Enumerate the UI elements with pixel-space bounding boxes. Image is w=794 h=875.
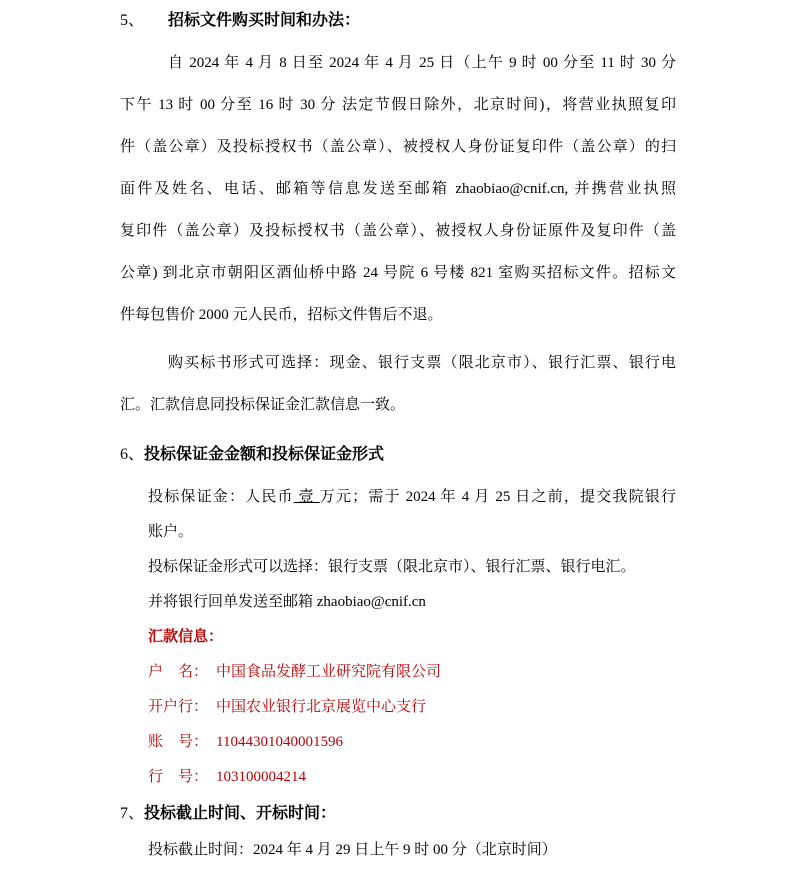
deadline-section-body — [120, 835, 676, 865]
account-no-value: 11044301040001596 — [216, 734, 343, 750]
para-line: 面件及姓名、电话、邮箱等信息发送至邮箱 zhaobiao@cnif.cn, 并携营业执照 — [120, 181, 676, 197]
deposit-amount-line-2: 账户。 — [148, 524, 194, 540]
section-5-heading-row — [120, 8, 676, 34]
account-no-label: 账 号： — [148, 734, 209, 750]
bank-value: 中国农业银行北京展览中心支行 — [216, 699, 427, 715]
bid-bond-section-body — [120, 480, 676, 795]
section-6-heading-row — [120, 442, 676, 468]
deposit-suffix: 万元；需于 2024 年 4 月 25 日之前，提交我院银行 — [319, 489, 676, 505]
deposit-email-line: 并将银行回单发送至邮箱 zhaobiao@cnif.cn — [148, 594, 426, 610]
remittance-info-title: 汇款信息： — [148, 629, 224, 645]
section-7-heading-row — [120, 801, 676, 827]
para-line: 件每包售价 2000 元人民币，招标文件售后不退。 — [120, 307, 443, 323]
remittance-bank-row — [148, 690, 676, 725]
bid-deadline-line: 投标截止时间：2024 年 4 月 29 日上午 9 时 00 分（北京时间） — [148, 842, 557, 858]
bank-no-value: 103100004214 — [216, 769, 307, 785]
deposit-prefix: 投标保证金：人民币 — [148, 489, 294, 505]
deposit-form-line: 投标保证金形式可以选择：银行支票（限北京市）、银行汇票、银行电汇。 — [148, 559, 636, 575]
section-6-title: 投标保证金金额和投标保证金形式 — [144, 446, 385, 463]
remittance-account-name-row — [148, 655, 676, 690]
section-5-title: 招标文件购买时间和办法： — [168, 12, 361, 29]
section-5-number: 5、 — [120, 12, 145, 29]
bank-label: 开户行： — [148, 699, 209, 715]
bank-no-label: 行 号： — [148, 769, 209, 785]
para-line: 汇。汇款信息同投标保证金汇款信息一致。 — [120, 397, 406, 413]
para-line: 购买标书形式可选择：现金、银行支票（限北京市）、银行汇票、银行电 — [168, 355, 676, 371]
remittance-bank-no-row — [148, 760, 676, 795]
para-line: 公章) 到北京市朝阳区酒仙桥中路 24 号院 6 号楼 821 室购买招标文件。招标文 — [120, 265, 676, 281]
deposit-amount-underlined: 壹 — [293, 489, 320, 505]
para-line: 自 2024 年 4 月 8 日至 2024 年 4 月 25 日（上午 9 时 00 分至 11 时 30 分 — [168, 55, 676, 71]
purchase-instructions-paragraph — [120, 42, 676, 336]
para-line: 件（盖公章）及投标授权书（盖公章）、被授权人身份证复印件（盖公章）的扫 — [120, 139, 676, 155]
section-6-number: 6、 — [120, 446, 145, 463]
remittance-account-no-row — [148, 725, 676, 760]
account-name-value: 中国食品发酵工业研究院有限公司 — [216, 664, 442, 680]
para-line: 下午 13 时 00 分至 16 时 30 分 法定节假日除外，北京时间)，将营业执照复印 — [120, 97, 676, 113]
payment-methods-paragraph — [120, 342, 676, 426]
deposit-amount-line — [148, 480, 676, 515]
para-line: 复印件（盖公章）及投标授权书（盖公章）、被授权人身份证原件及复印件（盖 — [120, 223, 676, 239]
section-7-number: 7、 — [120, 805, 145, 822]
account-name-label: 户 名： — [148, 664, 209, 680]
section-7-title: 投标截止时间、开标时间： — [144, 805, 337, 822]
